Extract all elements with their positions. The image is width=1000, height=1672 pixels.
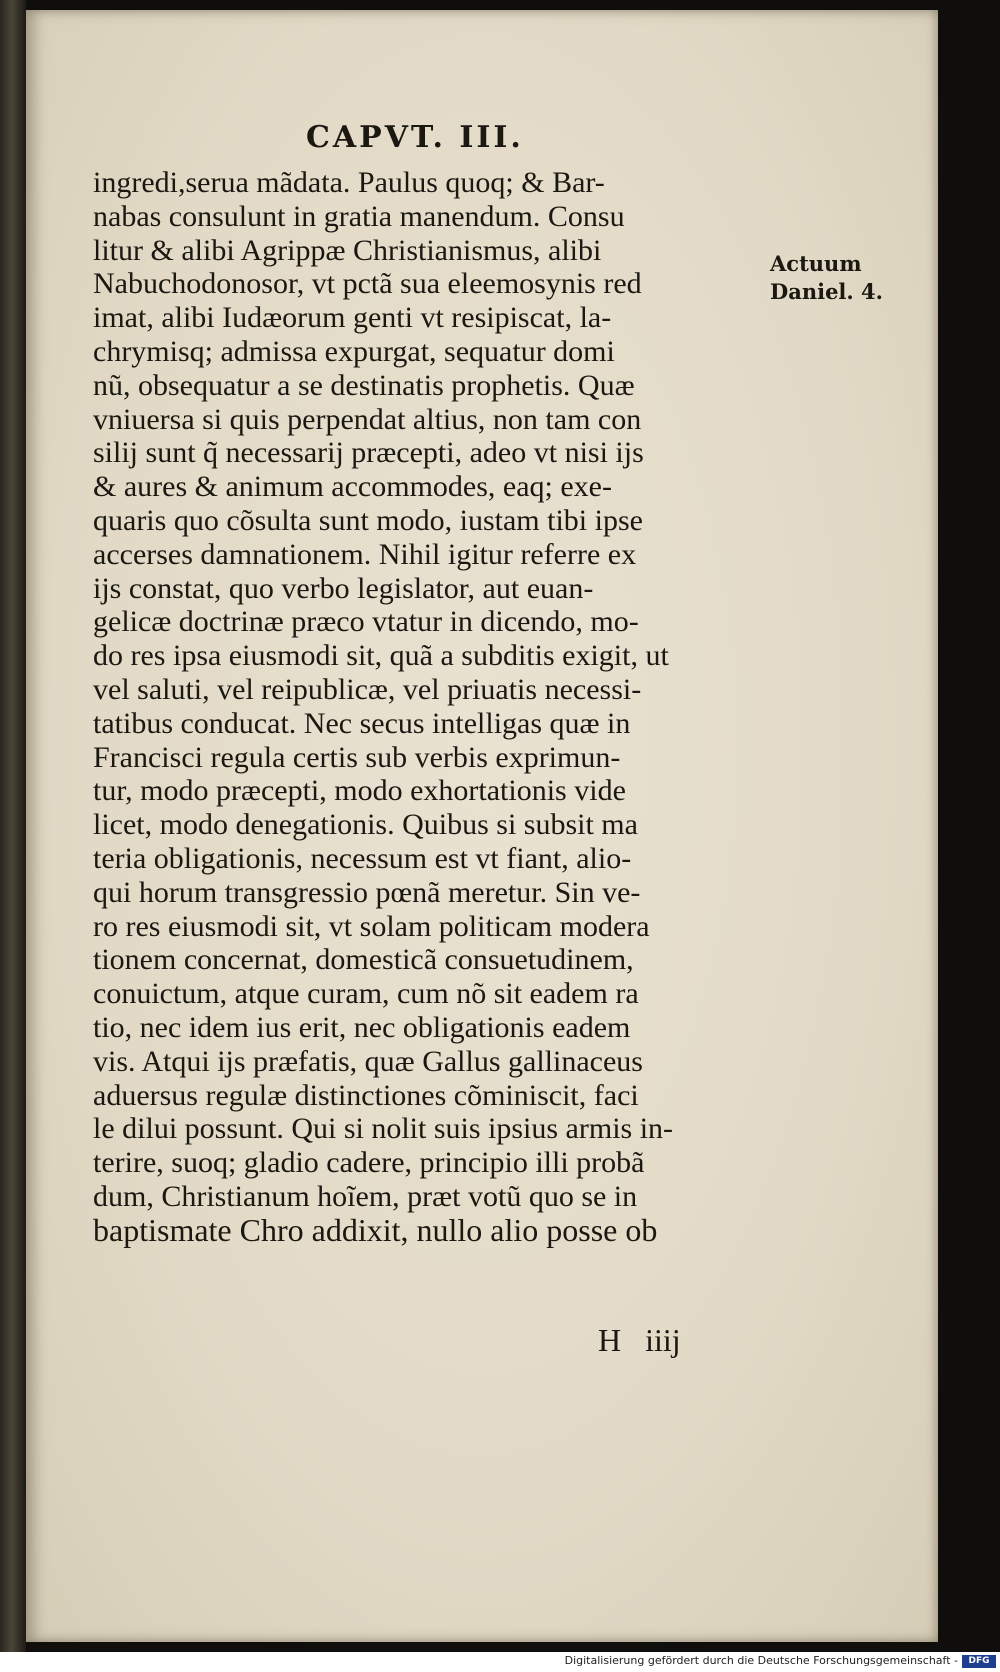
text-line: vel saluti, vel reipublicæ, vel priuatis necessi-	[93, 672, 642, 706]
signature-mark: H iiij	[598, 1322, 681, 1358]
text-line: Nabuchodonosor, vt pctã sua eleemosynis red	[93, 267, 642, 301]
text-line: vniuersa si quis perpendat altius, non tam con	[93, 402, 642, 436]
text-line: quaris quo cõsulta sunt modo, iustam tibi ipse	[93, 503, 643, 537]
binding-edge	[0, 0, 26, 1652]
text-line: tionem concernat, domesticã consuetudinem,	[93, 943, 634, 977]
running-head: CAPVT. III.	[306, 120, 524, 155]
text-line: tatibus conducat. Nec secus intelligas quæ in	[93, 706, 631, 740]
text-line: do res ipsa eiusmodi sit, quã a subditis exigit, ut	[93, 639, 669, 673]
text-line: teria obligationis, necessum est vt fiant, alio-	[93, 841, 632, 875]
marginal-notes	[770, 250, 883, 306]
book-page	[26, 10, 938, 1642]
text-line: ingredi,serua mãdata. Paulus quoq; & Bar-	[93, 166, 605, 199]
text-line: baptismate Chro addixit, nullo alio posse ob	[93, 1211, 658, 1248]
body-text	[93, 166, 783, 1248]
text-line: Francisci regula certis sub verbis exprimun-	[93, 740, 621, 774]
text-line: nũ, obsequatur a se destinatis prophetis. Quæ	[93, 368, 635, 402]
text-line: vis. Atqui ijs præfatis, quæ Gallus gallinaceus	[93, 1044, 643, 1078]
text-line: ro res eiusmodi sit, vt solam politicam modera	[93, 909, 650, 943]
text-line: gelicæ doctrinæ præco vtatur in dicendo, mo-	[93, 605, 639, 639]
text-line: & aures & animum accommodes, eaq; exe-	[93, 470, 612, 504]
text-line: accerses damnationem. Nihil igitur referre ex	[93, 537, 637, 571]
funding-credit: Digitalisierung gefördert durch die Deutsche Forschungsgemeinschaft -	[564, 1654, 958, 1667]
text-line: silij sunt q̃ necessarij præcepti, adeo vt nisi ijs	[93, 436, 644, 470]
text-line: nabas consulunt in gratia manendum. Consu	[93, 199, 625, 233]
text-line: tio, nec idem ius erit, nec obligationis eadem	[93, 1010, 631, 1044]
text-line: aduersus regulæ distinctiones cõminiscit, faci	[93, 1078, 639, 1112]
dfg-logo: DFG	[962, 1655, 996, 1668]
text-line: tur, modo præcepti, modo exhortationis vide	[93, 774, 626, 808]
digitization-footer	[0, 1652, 1000, 1672]
text-line: conuictum, atque curam, cum nõ sit eadem ra	[93, 977, 639, 1011]
text-line: litur & alibi Agrippæ Christianismus, alibi	[93, 233, 602, 267]
text-line: chrymisq; admissa expurgat, sequatur domi	[93, 334, 615, 368]
margin-note-daniel: Daniel. 4.	[770, 279, 883, 304]
text-line: le dilui possunt. Qui si nolit suis ipsius armis in-	[93, 1112, 674, 1146]
text-line: ijs constat, quo verbo legislator, aut euan-	[93, 571, 594, 605]
text-line: licet, modo denegationis. Quibus si subsit ma	[93, 808, 638, 842]
text-line: qui horum transgressio pœnã meretur. Sin ve-	[93, 875, 641, 909]
text-line: terire, suoq; gladio cadere, principio illi probã	[93, 1146, 645, 1180]
margin-note-actuum: Actuum	[770, 251, 862, 276]
text-line: dum, Christianum hoĩem, præt votũ quo se in	[93, 1179, 638, 1213]
text-line: imat, alibi Iudæorum genti vt resipiscat, la-	[93, 301, 612, 335]
